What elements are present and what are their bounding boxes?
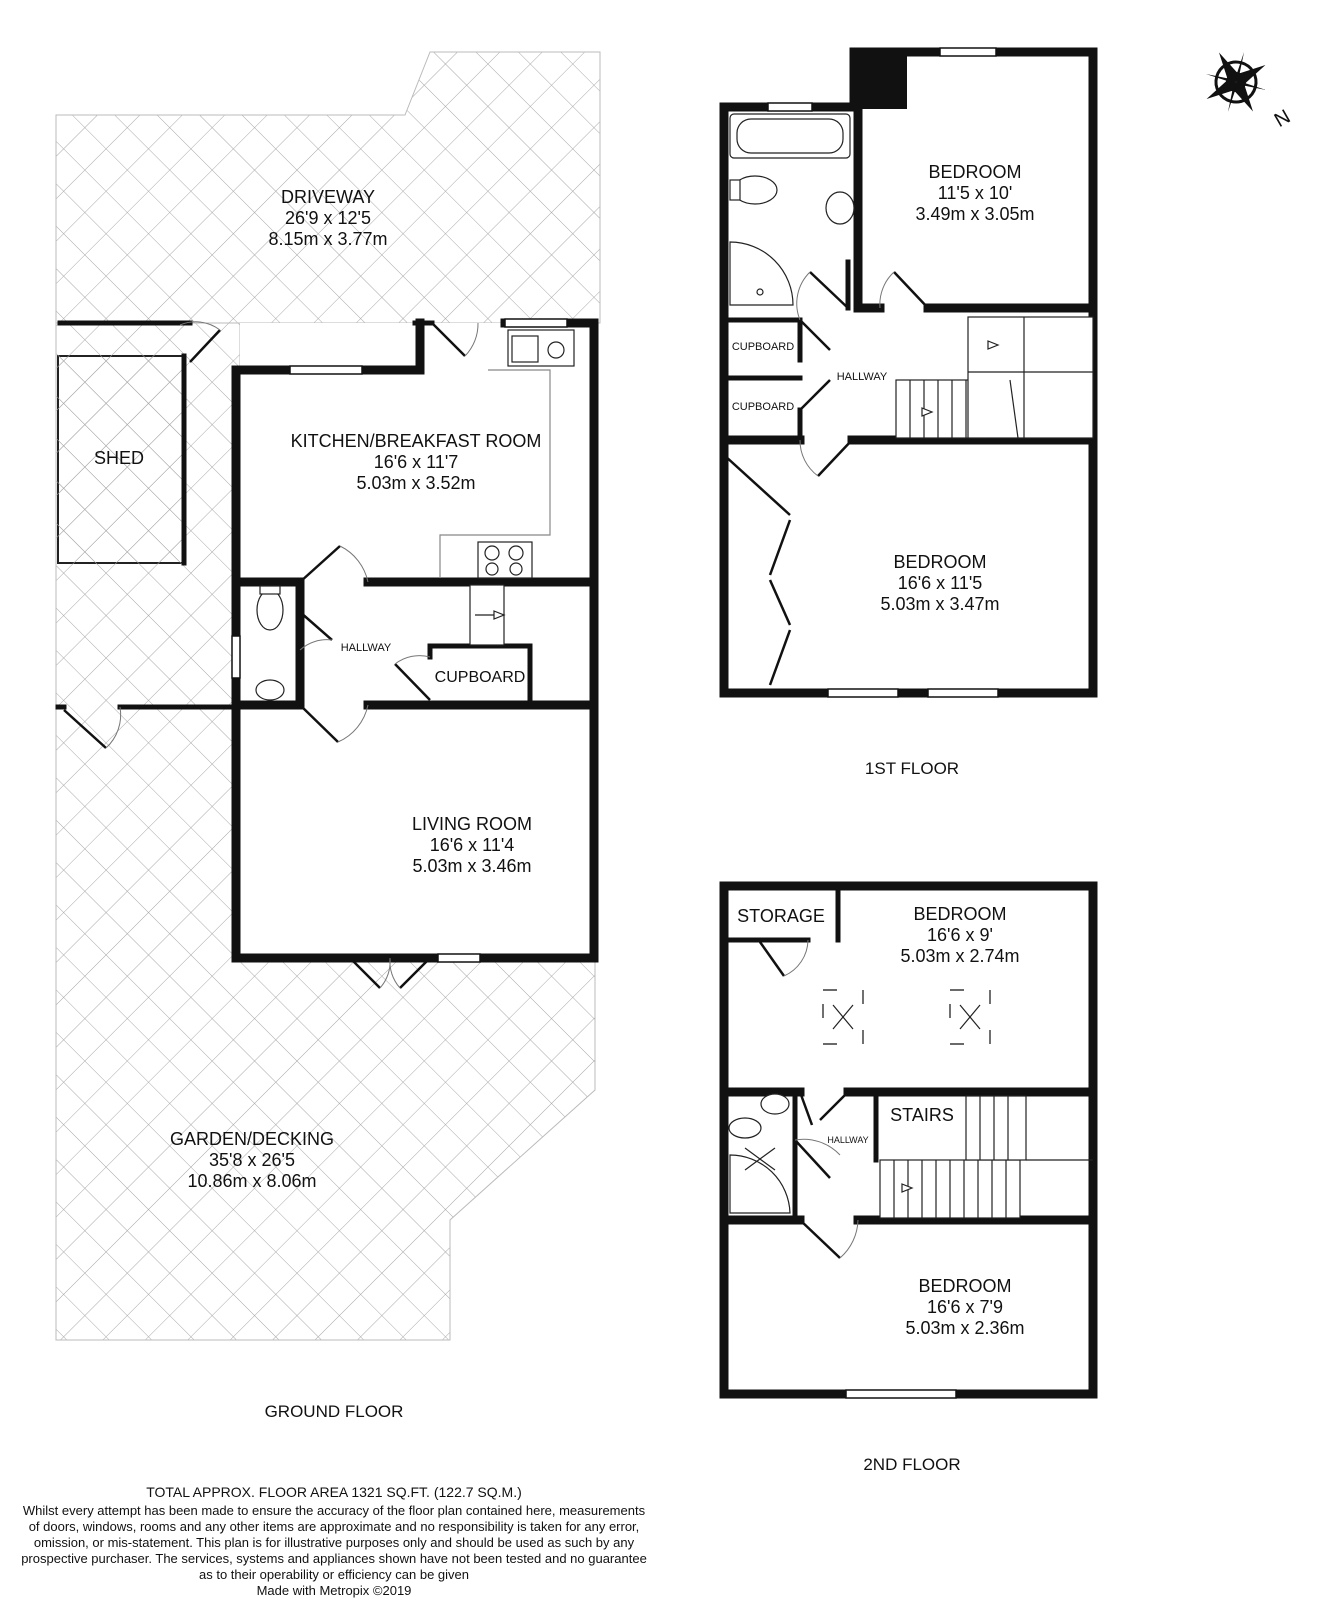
kitchen-window-2	[505, 319, 567, 327]
ground-cupboard-label: CUPBOARD	[434, 669, 526, 686]
roof-window-2	[950, 990, 990, 1044]
second-hallway-label: HALLWAY	[827, 1135, 869, 1145]
first-bedroom-1-metric: 3.49m x 3.05m	[915, 204, 1035, 224]
kitchen-imperial: 16'6 x 11'7	[373, 452, 459, 472]
basin-2f	[761, 1094, 789, 1114]
first-bedroom-1-name: BEDROOM	[928, 162, 1022, 182]
first-bedroom-2-label	[880, 552, 999, 614]
bathroom-window	[768, 103, 812, 111]
disclaimer-line-2: of doors, windows, rooms and any other items are approximate and no responsibility is taken for any error,	[28, 1519, 640, 1534]
second-bedroom-1-label	[900, 904, 1019, 966]
living-room-name: LIVING ROOM	[411, 814, 533, 834]
driveway-label	[268, 187, 387, 249]
first-bedroom-2-metric: 5.03m x 3.47m	[880, 594, 1000, 614]
second-bedroom-2-window	[846, 1390, 956, 1398]
first-cupboard-1-label: CUPBOARD	[731, 341, 795, 353]
compass-rose-icon	[1190, 36, 1283, 129]
ground-floor	[56, 52, 600, 1421]
driveway-name: DRIVEWAY	[280, 187, 376, 207]
first-hallway-label: HALLWAY	[836, 371, 888, 383]
bedroom-2-window-a	[828, 689, 898, 697]
basin-1f	[826, 192, 854, 224]
living-room-metric: 5.03m x 3.46m	[412, 856, 532, 876]
bedroom-2-window-b	[928, 689, 998, 697]
disclaimer-line-1: Whilst every attempt has been made to ensure the accuracy of the floor plan contained here, measurements	[22, 1503, 646, 1518]
roof-window-1	[823, 990, 863, 1044]
first-bedroom-1-label	[915, 162, 1034, 224]
living-window	[438, 954, 480, 962]
ground-floor-title: GROUND FLOOR	[264, 1402, 404, 1421]
wc-toilet	[257, 590, 283, 630]
living-room-label	[412, 814, 532, 876]
wc-basin	[256, 680, 284, 700]
second-bedroom-2-label	[905, 1276, 1024, 1338]
kitchen-name: KITCHEN/BREAKFAST ROOM	[290, 431, 542, 451]
second-bedroom-2-imperial: 16'6 x 7'9	[927, 1297, 1003, 1317]
storage-label: STORAGE	[737, 906, 825, 926]
shed-label: SHED	[93, 448, 145, 468]
second-bedroom-1-name: BEDROOM	[913, 904, 1007, 924]
second-bedroom-2-name: BEDROOM	[918, 1276, 1012, 1296]
credit-line: Made with Metropix ©2019	[256, 1583, 412, 1598]
driveway-metric: 8.15m x 3.77m	[268, 229, 388, 249]
garden-imperial: 35'8 x 26'5	[209, 1150, 295, 1170]
first-floor	[724, 48, 1093, 778]
first-cupboard-2-label: CUPBOARD	[731, 401, 795, 413]
second-bedroom-1-metric: 5.03m x 2.74m	[900, 946, 1020, 966]
shower-1f	[730, 242, 793, 305]
garden-metric: 10.86m x 8.06m	[187, 1171, 317, 1191]
second-floor	[724, 886, 1093, 1474]
stairs-label: STAIRS	[890, 1105, 954, 1125]
second-bedroom-1-imperial: 16'6 x 9'	[927, 925, 993, 945]
disclaimer-line-4: prospective purchaser. The services, systems and appliances shown have not been tested and no guarantee	[21, 1551, 647, 1566]
shower-2f	[730, 1155, 790, 1213]
first-bedroom-1-imperial: 11'5 x 10'	[937, 183, 1013, 203]
chimney-breast	[855, 52, 907, 109]
driveway-imperial: 26'9 x 12'5	[285, 208, 371, 228]
disclaimer-line-5: as to their operability or efficiency can be given	[198, 1567, 470, 1582]
kitchen-window	[290, 366, 362, 374]
total-area-text: TOTAL APPROX. FLOOR AREA 1321 SQ.FT. (122.7 SQ.M.)	[146, 1484, 522, 1500]
bedroom-1-window	[940, 48, 996, 56]
first-bedroom-2-imperial: 16'6 x 11'5	[897, 573, 983, 593]
kitchen-hob	[478, 542, 532, 578]
kitchen-metric: 5.03m x 3.52m	[356, 473, 476, 493]
compass-north-label: N	[1270, 105, 1295, 133]
disclaimer-line-3: omission, or mis-statement. This plan is for illustrative purposes only and should be used as such by any	[33, 1535, 635, 1550]
first-bedroom-2-name: BEDROOM	[893, 552, 987, 572]
first-floor-title: 1ST FLOOR	[864, 759, 960, 778]
second-bedroom-2-metric: 5.03m x 2.36m	[905, 1318, 1025, 1338]
living-room-imperial: 16'6 x 11'4	[429, 835, 515, 855]
toilet-2f	[729, 1118, 761, 1138]
second-floor-title: 2ND FLOOR	[863, 1455, 961, 1474]
wc-window	[232, 636, 240, 678]
ground-hallway-label: HALLWAY	[340, 642, 392, 654]
garden-name: GARDEN/DECKING	[169, 1129, 335, 1149]
footer	[21, 1484, 647, 1598]
